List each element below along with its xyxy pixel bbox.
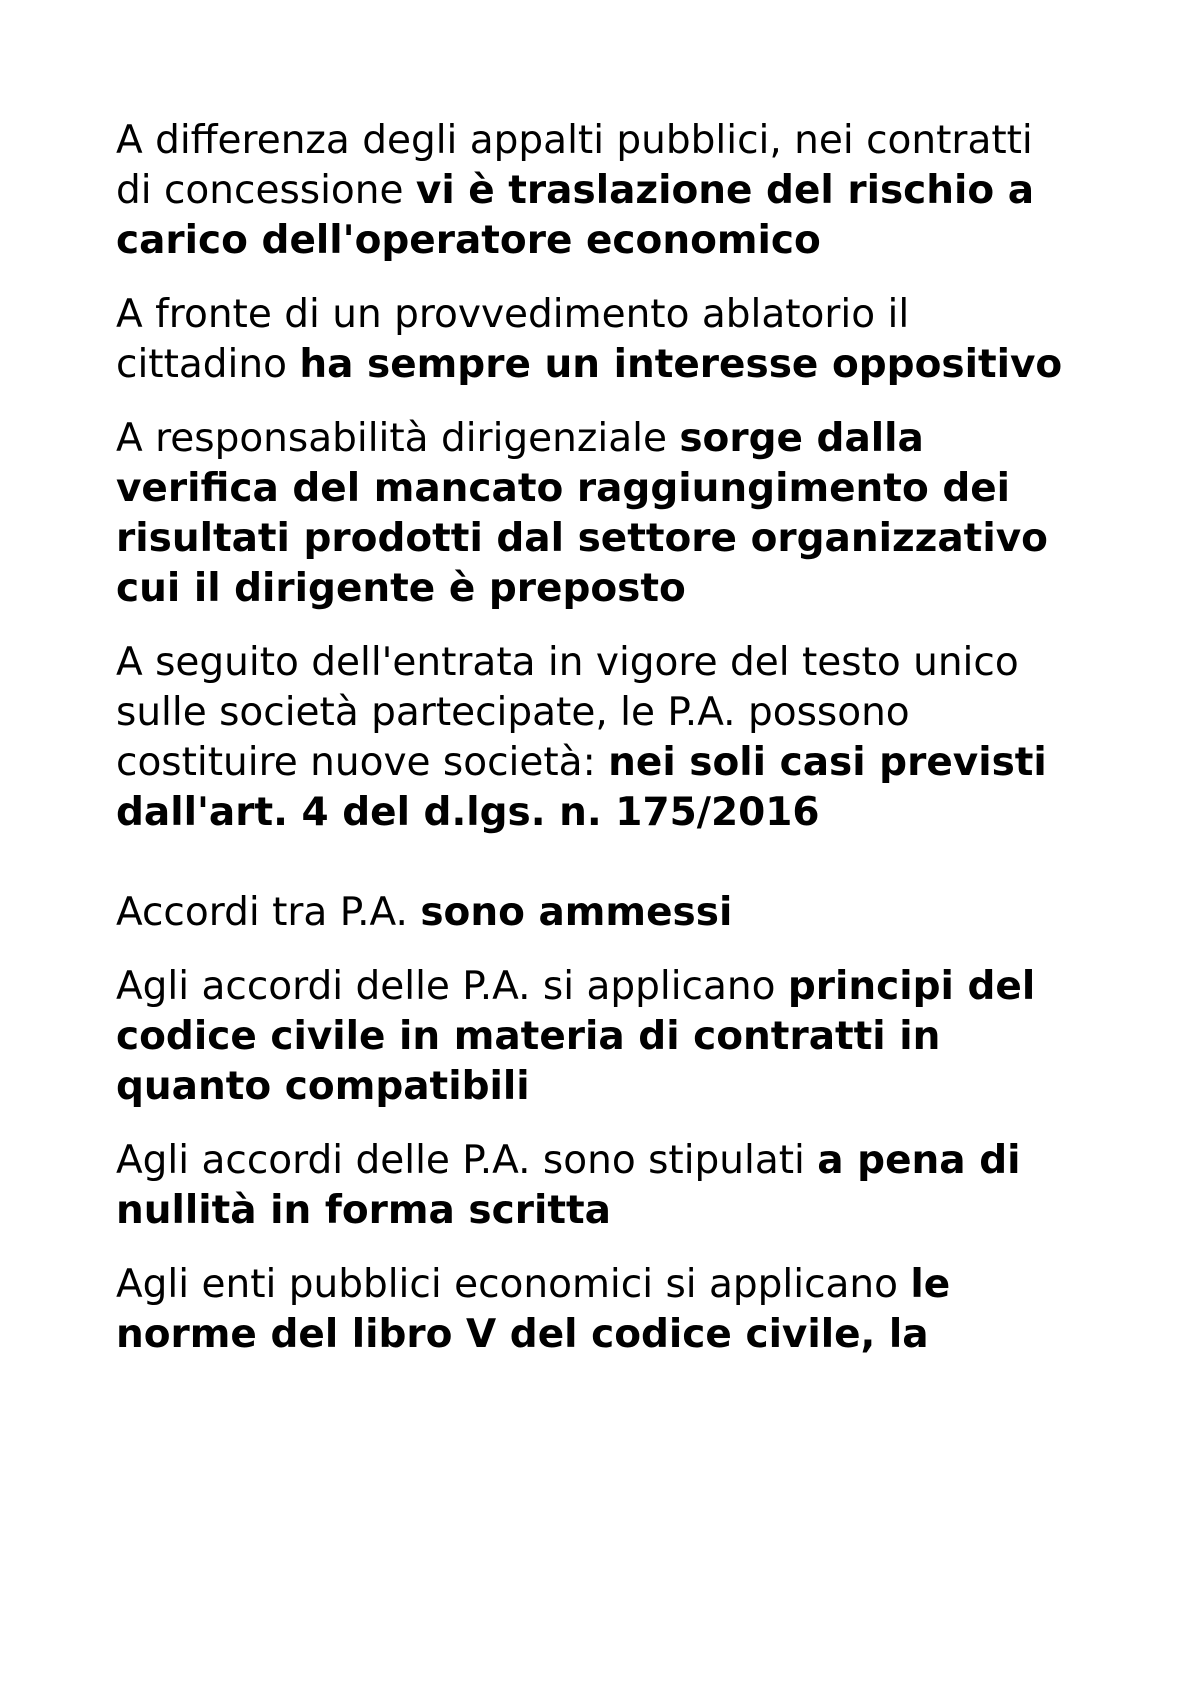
question-text: Agli accordi delle P.A. sono stipulati xyxy=(116,1138,818,1183)
question-text: A seguito dell'entrata in vigore del testo unico sulle società partecipate, le P.A. possono costituire nuove società: xyxy=(116,640,1019,785)
qa-entry-3 xyxy=(116,414,1076,614)
answer-text: a pena di nullità in forma scritta xyxy=(116,1138,1021,1233)
question-text: Accordi tra P.A. xyxy=(116,890,421,935)
answer-text: principi del codice civile in materia di contratti in quanto compatibili xyxy=(116,964,1036,1109)
qa-entry-5 xyxy=(116,888,1076,938)
qa-entry-7 xyxy=(116,1136,1076,1236)
document-page xyxy=(116,116,1076,1384)
question-text: A differenza degli appalti pubblici, nei contratti di concessione xyxy=(116,118,1033,213)
answer-text: sorge dalla verifica del mancato raggiungimento dei risultati prodotti dal settore organizzativo cui il dirigente è preposto xyxy=(116,416,1048,611)
question-text: A responsabilità dirigenziale xyxy=(116,416,680,461)
question-text: Agli enti pubblici economici si applicano xyxy=(116,1262,911,1307)
answer-text: le norme del libro V del codice civile, la xyxy=(116,1262,951,1357)
qa-entry-8 xyxy=(116,1260,1076,1360)
qa-entry-4 xyxy=(116,638,1076,838)
qa-entry-1 xyxy=(116,116,1076,266)
answer-text: nei soli casi previsti dall'art. 4 del d.lgs. n. 175/2016 xyxy=(116,740,1047,835)
answer-text: ha sempre un interesse oppositivo xyxy=(299,342,1063,387)
answer-text: vi è traslazione del rischio a carico dell'operatore economico xyxy=(116,168,1035,263)
answer-text: sono ammessi xyxy=(420,890,733,935)
qa-entry-6 xyxy=(116,962,1076,1112)
question-text: Agli accordi delle P.A. si applicano xyxy=(116,964,788,1009)
qa-entry-2 xyxy=(116,290,1076,390)
question-text: A fronte di un provvedimento ablatorio il cittadino xyxy=(116,292,910,387)
